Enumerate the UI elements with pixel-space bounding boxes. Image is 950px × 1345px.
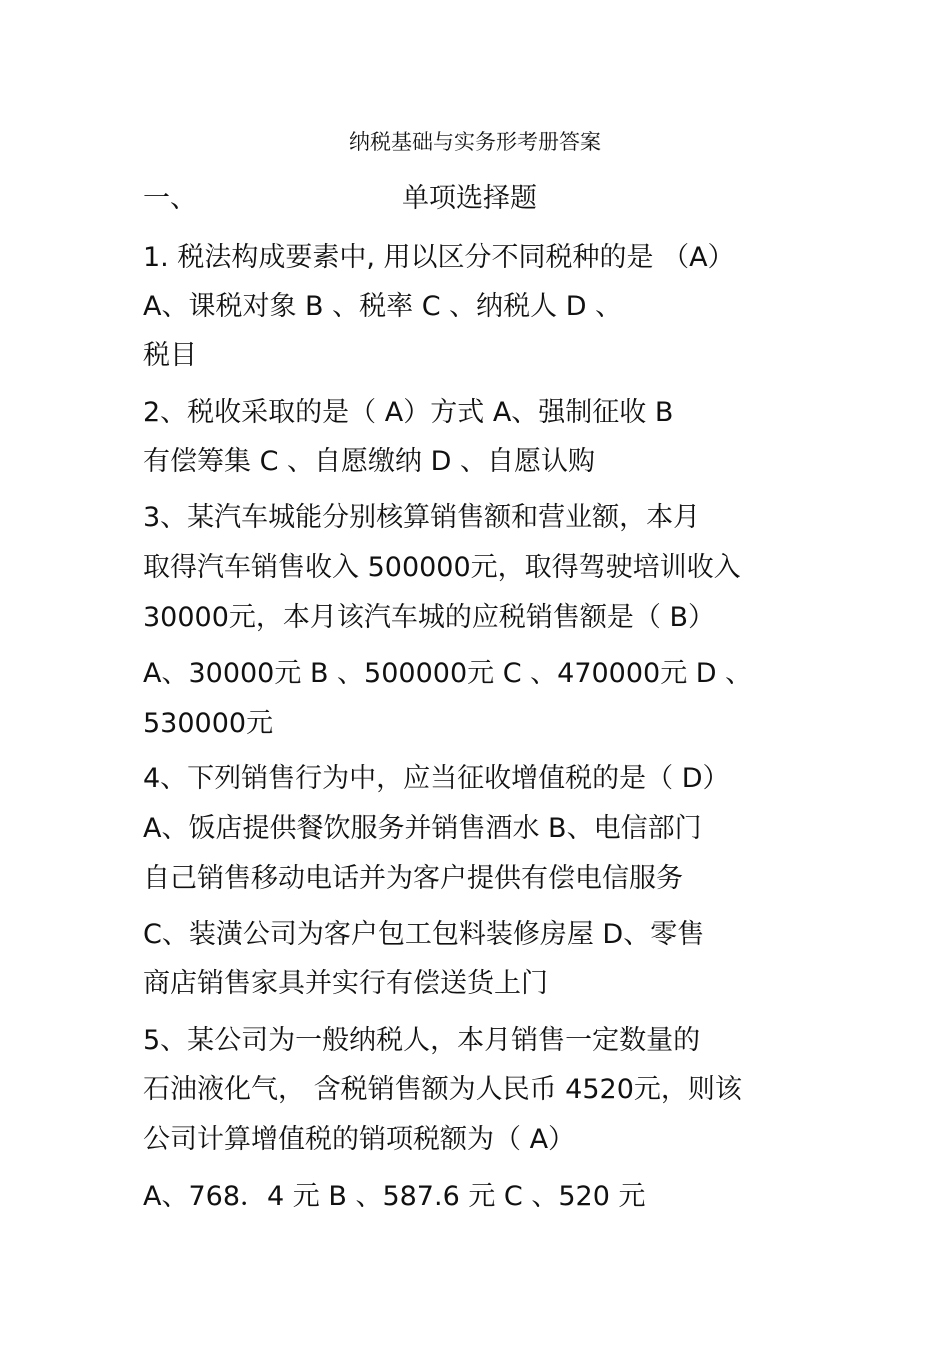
- question-5-stem-end: 公司计算增值税的销项税额为（ A）: [143, 1124, 576, 1155]
- question-4-stem: 4、下列销售行为中，应当征收增值税的是（ D）: [143, 763, 730, 794]
- question-5-stem: 5、某公司为一般纳税人，本月销售一定数量的: [143, 1025, 701, 1056]
- question-1-options-cont: 税目: [143, 340, 197, 371]
- question-1-stem: 1. 税法构成要素中, 用以区分不同税种的是 （A）: [143, 242, 735, 273]
- question-3-options-cont: 530000元: [143, 708, 274, 739]
- question-4-option-c-d: C、装潢公司为客户包工包料装修房屋 D、零售: [143, 919, 705, 950]
- section-number: 一、: [143, 183, 197, 214]
- question-3-stem-cont: 取得汽车销售收入 500000元，取得驾驶培训收入: [143, 552, 741, 583]
- question-3-stem: 3、某汽车城能分别核算销售额和营业额，本月: [143, 502, 701, 533]
- question-5-options: A、768．4 元 B 、587.6 元 C 、520 元: [143, 1181, 646, 1212]
- question-1-options: A、课税对象 B 、税率 C 、纳税人 D 、: [143, 291, 623, 322]
- question-3-options: A、30000元 B 、500000元 C 、470000元 D 、: [143, 658, 753, 689]
- question-5-stem-cont: 石油液化气， 含税销售额为人民币 4520元，则该: [143, 1074, 742, 1105]
- section-title: 单项选择题: [402, 183, 537, 214]
- question-4-option-a-b: A、饭店提供餐饮服务并销售酒水 B、电信部门: [143, 813, 702, 844]
- question-3-stem-end: 30000元，本月该汽车城的应税销售额是（ B）: [143, 602, 715, 633]
- document-title: 纳税基础与实务形考册答案: [349, 130, 601, 154]
- question-4-option-b-cont: 自己销售移动电话并为客户提供有偿电信服务: [143, 863, 683, 894]
- question-2-stem: 2、税收采取的是（ A）方式 A、强制征收 B: [143, 397, 674, 428]
- question-2-options: 有偿筹集 C 、自愿缴纳 D 、自愿认购: [143, 446, 595, 477]
- question-4-option-d-cont: 商店销售家具并实行有偿送货上门: [143, 968, 548, 999]
